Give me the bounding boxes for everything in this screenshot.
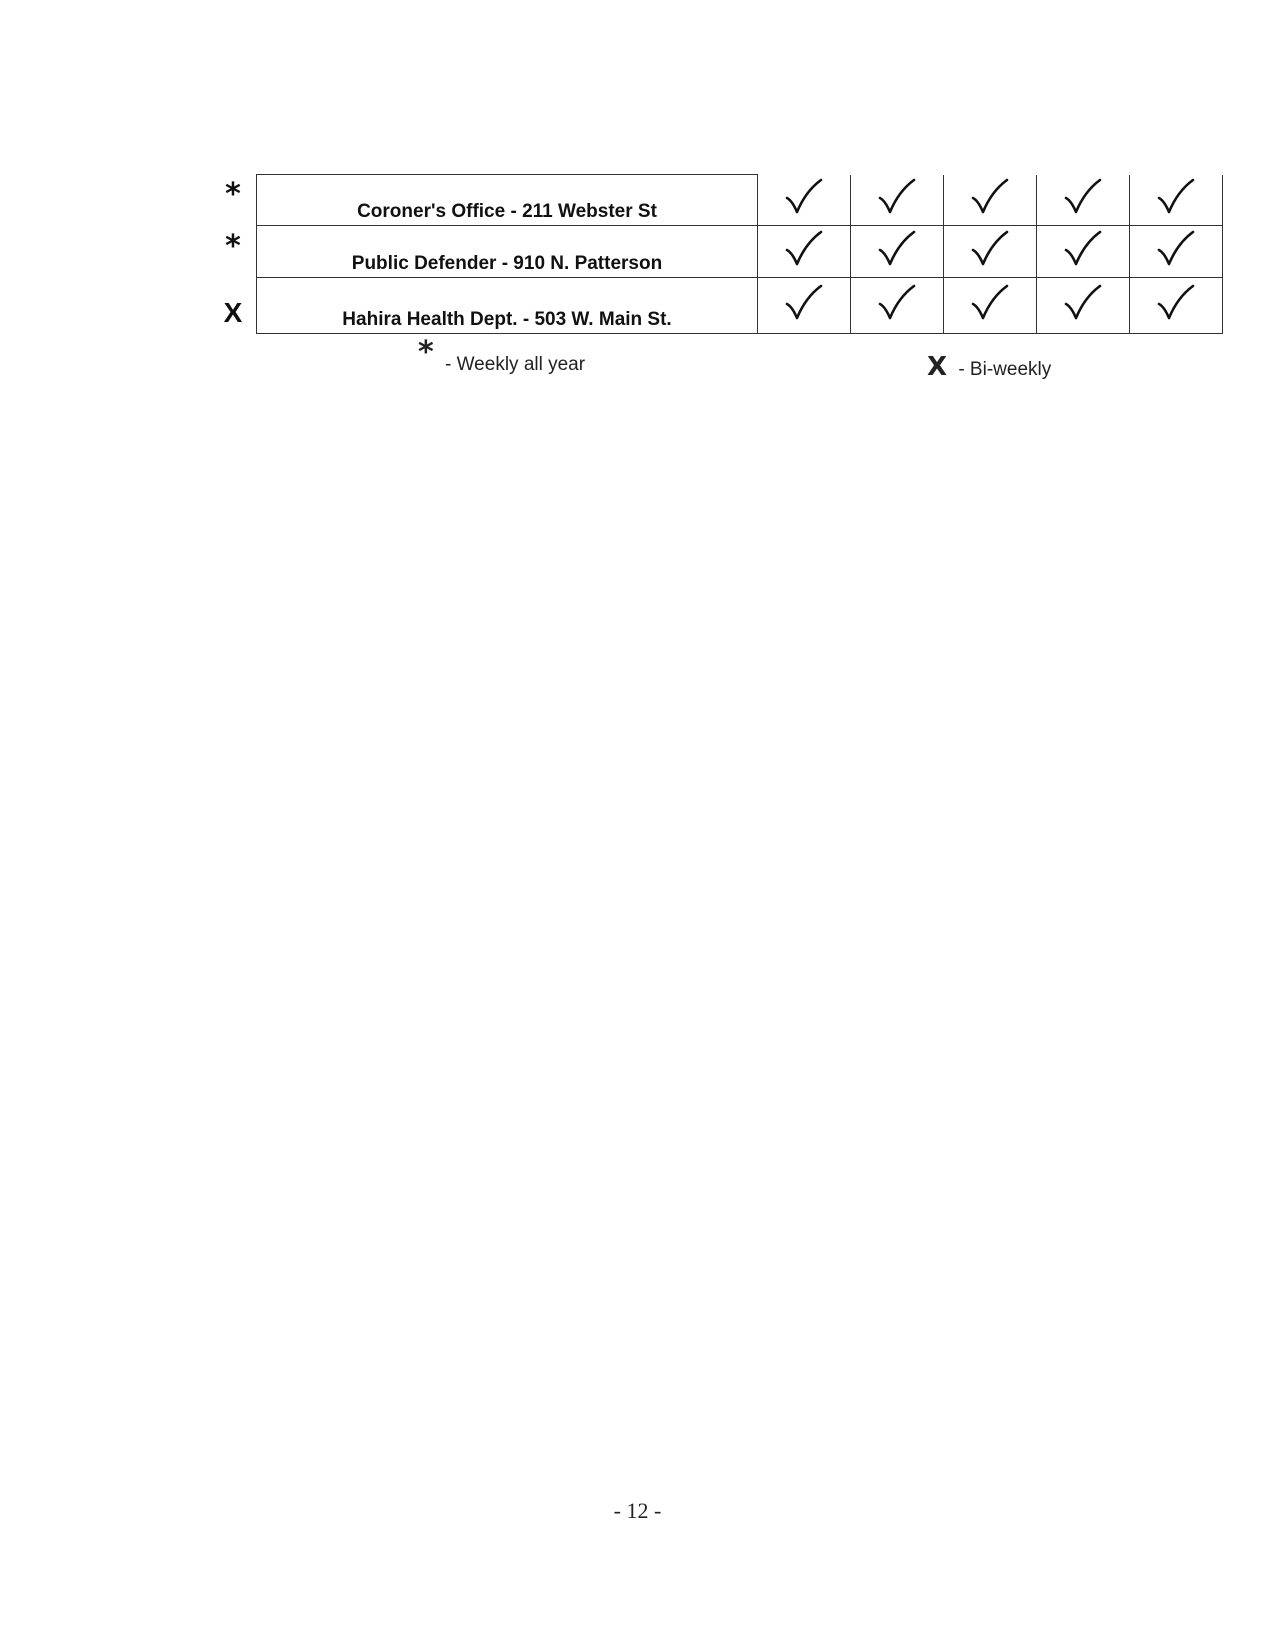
checkmark-icon [783,178,825,216]
checkmark-icon [969,230,1011,268]
checkmark-icon [876,230,918,268]
checkmark-icon [783,284,825,322]
checkmark-icon [783,230,825,268]
legend-weekly-label: - Weekly all year [444,354,586,375]
checkmark-icon [969,284,1011,322]
check-cell [851,278,944,334]
checkmark-icon [1062,178,1104,216]
check-cell [1037,226,1130,278]
checkmark-icon [1155,178,1197,216]
check-cell [1130,226,1223,278]
row-marker: * [225,177,241,212]
checkmark-icon [1155,230,1197,268]
check-cell [1037,278,1130,334]
table-row [257,278,1223,334]
legend-biweekly-symbol: X [927,352,948,382]
check-cell [758,226,851,278]
table-row [257,226,1223,278]
checkmark-icon [1155,284,1197,322]
location-cell: Coroner's Office - 211 Webster St [257,175,758,226]
checkmark-icon [1062,284,1104,322]
legend-biweekly [927,352,1051,382]
check-cell [758,278,851,334]
check-cell [1130,175,1223,226]
table-row [257,175,1223,226]
check-cell [944,226,1037,278]
check-cell [851,226,944,278]
check-cell [944,175,1037,226]
location-cell: Public Defender - 910 N. Patterson [257,226,758,278]
row-marker: X [223,297,243,328]
check-cell [1037,175,1130,226]
checkmark-icon [876,178,918,216]
checkmark-icon [1062,230,1104,268]
legend-weekly [418,335,586,378]
check-cell [851,175,944,226]
check-cell [944,278,1037,334]
checkmark-icon [969,178,1011,216]
location-cell: Hahira Health Dept. - 503 W. Main St. [257,278,758,334]
check-cell [758,175,851,226]
row-marker: * [225,229,241,264]
legend-biweekly-label: - Bi-weekly [958,359,1052,380]
check-cell [1130,278,1223,334]
page-number: - 12 - [613,1498,662,1523]
pickup-schedule-table [256,174,1223,334]
checkmark-icon [876,284,918,322]
legend-weekly-symbol: * [418,335,434,370]
